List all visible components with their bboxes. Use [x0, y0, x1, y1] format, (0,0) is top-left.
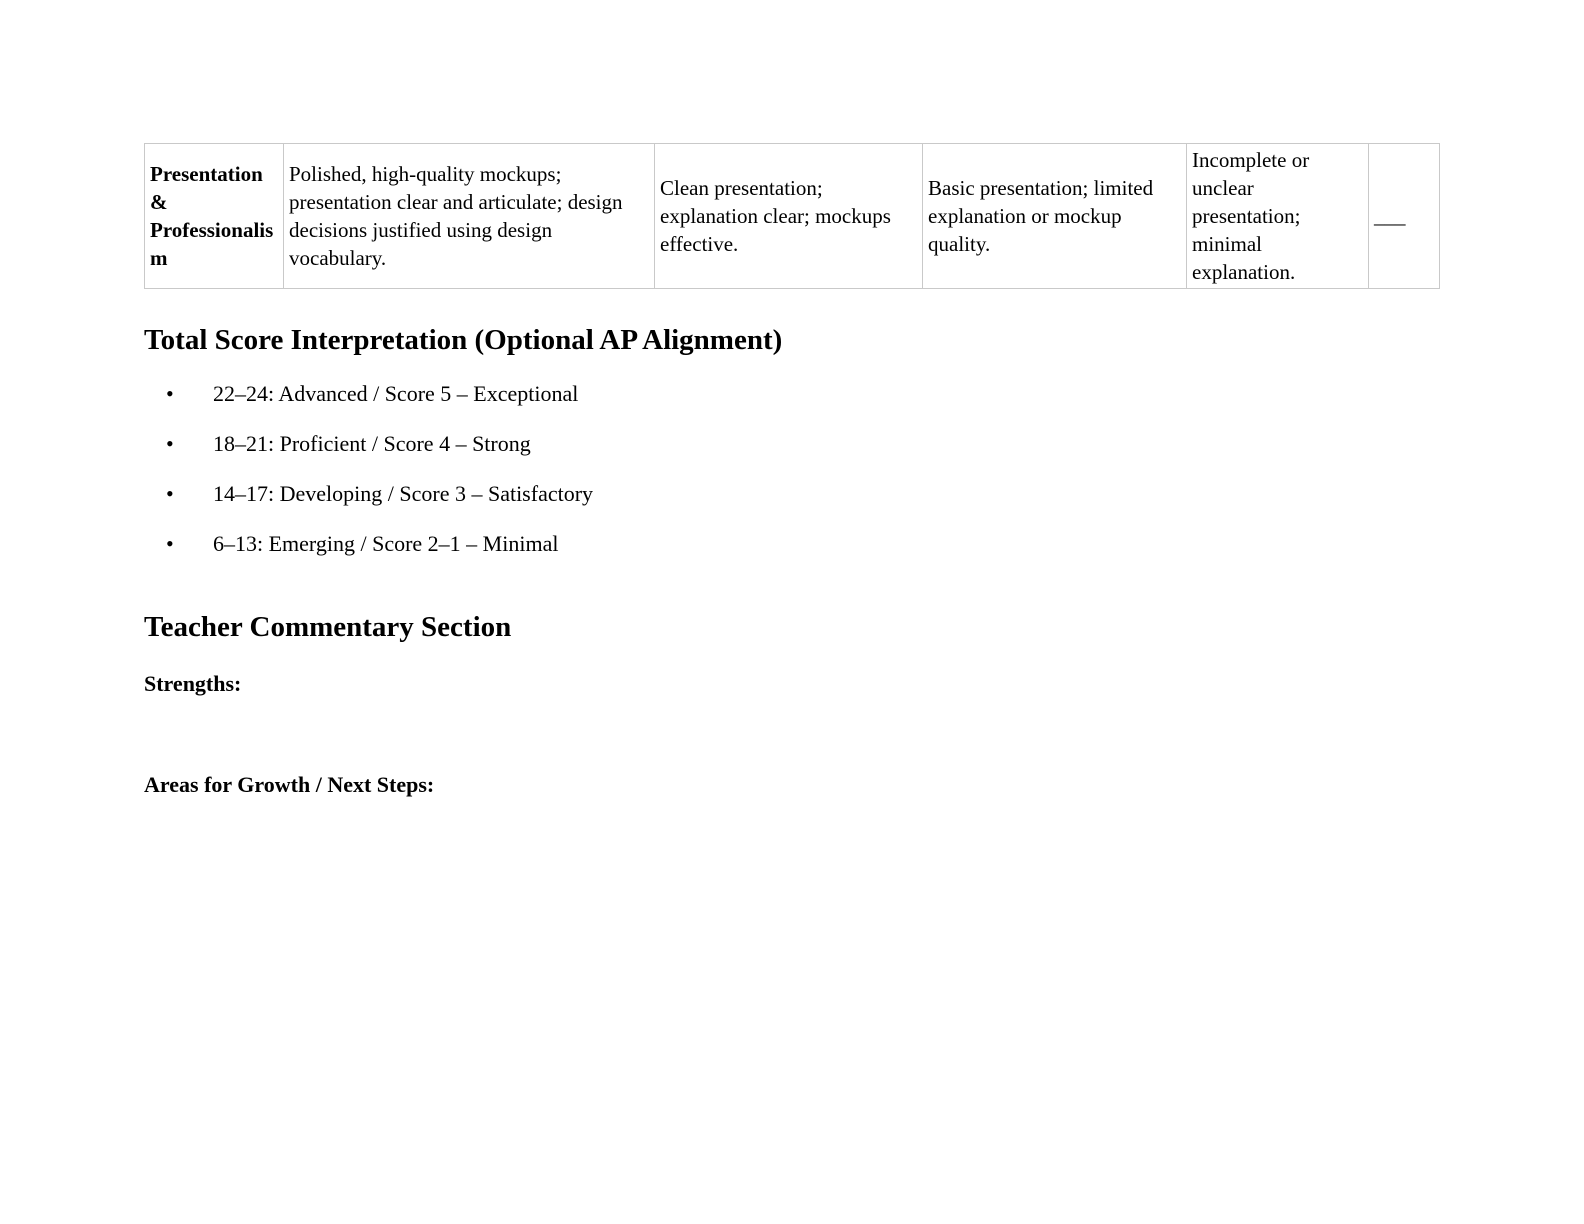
bullet-marker: • [166, 481, 174, 506]
strengths-label: Strengths: [144, 671, 242, 696]
rubric-level-advanced-cell: Polished, high-quality mockups; presentation clear and articulate; design decisions justified using design vocabulary. [284, 144, 655, 289]
teacher-commentary-heading: Teacher Commentary Section [144, 611, 512, 643]
rubric-criterion-cell: Presentation & Professionalism [145, 144, 284, 289]
rubric-level-emerging-cell: Incomplete or unclear presentation; minimal explanation. [1187, 144, 1369, 289]
table-row [145, 144, 1440, 289]
list-item-text: 18–21: Proficient / Score 4 – Strong [213, 431, 531, 456]
bullet-marker: • [166, 531, 174, 556]
bullet-marker: • [166, 431, 174, 456]
rubric-level-developing-cell: Basic presentation; limited explanation or mockup quality. [923, 144, 1187, 289]
list-item-proficient [144, 430, 1440, 458]
rubric-level-proficient-cell: Clean presentation; explanation clear; mockups effective. [655, 144, 923, 289]
list-item-emerging [144, 530, 1440, 558]
rubric-table [144, 143, 1440, 289]
list-item-developing [144, 480, 1440, 508]
list-item-text: 14–17: Developing / Score 3 – Satisfactory [213, 481, 594, 506]
list-item-advanced [144, 380, 1440, 408]
list-item-text: 6–13: Emerging / Score 2–1 – Minimal [213, 531, 559, 556]
rubric-score-blank-cell: ___ [1369, 144, 1440, 289]
list-item-text: 22–24: Advanced / Score 5 – Exceptional [213, 381, 579, 406]
areas-for-growth-label: Areas for Growth / Next Steps: [144, 772, 435, 797]
total-score-interpretation-heading: Total Score Interpretation (Optional AP Alignment) [144, 324, 783, 356]
score-interpretation-list [144, 380, 1440, 558]
bullet-marker: • [166, 381, 174, 406]
